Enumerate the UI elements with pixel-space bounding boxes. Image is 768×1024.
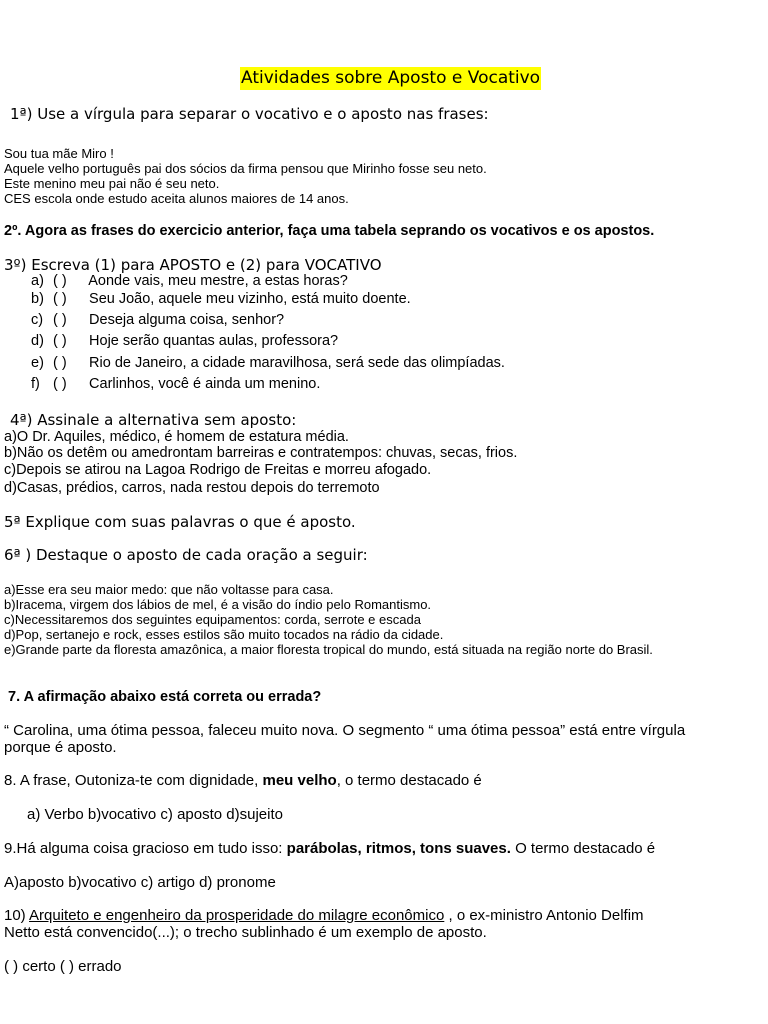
q3-item <box>31 312 284 329</box>
q6-sentence-a: a)Esse era seu maior medo: que não voltasse para casa. <box>4 582 334 597</box>
q8-highlighted-term: meu velho <box>262 772 337 789</box>
q1-sentence-1: Sou tua mãe Miro ! <box>4 146 114 161</box>
q4-option-b[interactable]: b)Não os detêm ou amedrontam barreiras e contratempos: chuvas, secas, frios. <box>4 445 518 461</box>
q3-item-letter: c) <box>31 312 44 328</box>
q3-answer-blank[interactable]: ( ) <box>53 312 67 328</box>
q1-sentence-2: Aquele velho português pai dos sócios da firma pensou que Mirinho fosse seu neto. <box>4 161 487 176</box>
q3-answer-blank[interactable]: ( ) <box>53 291 67 307</box>
q6-sentence-c: c)Necessitaremos dos seguintes equipamentos: corda, serrote e escada <box>4 612 421 627</box>
q3-item <box>31 376 320 393</box>
q3-item-text: Hoje serão quantas aulas, professora? <box>89 333 339 349</box>
q7-text: “ Carolina, uma ótima pessoa, faleceu muito nova. O segmento “ uma ótima pessoa” está entre vírgula porque é aposto. <box>4 722 686 756</box>
q3-item-letter: d) <box>31 333 44 349</box>
q1-heading: 1ª) Use a vírgula para separar o vocativo e o aposto nas frases: <box>10 105 489 123</box>
q9-options[interactable]: A)aposto b)vocativo c) artigo d) pronome <box>4 874 276 891</box>
q3-answer-blank[interactable]: ( ) <box>53 355 67 371</box>
q3-item-text: Deseja alguma coisa, senhor? <box>89 312 285 328</box>
q1-sentence-3: Este menino meu pai não é seu neto. <box>4 176 220 191</box>
q3-heading: 3º) Escreva (1) para APOSTO e (2) para VOCATIVO <box>4 256 382 274</box>
q8-options[interactable]: a) Verbo b)vocativo c) aposto d)sujeito <box>27 806 283 823</box>
q3-item-text: Seu João, aquele meu vizinho, está muito doente. <box>89 291 411 307</box>
q3-item <box>31 333 338 350</box>
q7-heading: 7. A afirmação abaixo está correta ou errada? <box>8 689 322 705</box>
q10-underlined-phrase: Arquiteto e engenheiro da prosperidade do milagre econômico <box>29 907 445 924</box>
q3-item-text: Aonde vais, meu mestre, a estas horas? <box>88 273 348 289</box>
q9-suffix: O termo destacado é <box>510 840 656 857</box>
q3-answer-blank[interactable]: ( ) <box>53 376 67 392</box>
q4-option-a[interactable]: a)O Dr. Aquiles, médico, é homem de estatura média. <box>4 429 349 445</box>
q3-item-text: Rio de Janeiro, a cidade maravilhosa, será sede das olimpíadas. <box>89 355 505 371</box>
page-title: Atividades sobre Aposto e Vocativo <box>241 68 541 88</box>
q6-sentence-d: d)Pop, sertanejo e rock, esses estilos são muito tocados na rádio da cidade. <box>4 627 444 642</box>
q9-prefix: 9.Há alguma coisa gracioso em tudo isso: <box>4 840 287 857</box>
q3-item-letter: f) <box>31 376 40 392</box>
q3-item-letter: b) <box>31 291 44 307</box>
q4-option-c[interactable]: c)Depois se atirou na Lagoa Rodrigo de Freitas e morreu afogado. <box>4 462 432 478</box>
q3-answer-blank[interactable]: ( ) <box>53 333 67 349</box>
q3-answer-blank[interactable]: ( ) <box>53 273 67 289</box>
q3-item <box>31 291 411 308</box>
q3-item-letter: a) <box>31 273 44 289</box>
q8-prefix: 8. A frase, Outoniza-te com dignidade, <box>4 772 263 789</box>
q8-suffix: , o termo destacado é <box>336 772 482 789</box>
q3-item <box>31 273 348 290</box>
q3-item-text: Carlinhos, você é ainda um menino. <box>89 376 321 392</box>
q4-heading: 4ª) Assinale a alternativa sem aposto: <box>10 411 297 429</box>
q9-highlighted-term: parábolas, ritmos, tons suaves. <box>286 840 511 857</box>
q10-line-2: Netto está convencido(...); o trecho sublinhado é um exemplo de aposto. <box>4 924 487 941</box>
q6-sentence-e: e)Grande parte da floresta amazônica, a maior floresta tropical do mundo, está situada na região norte do Brasil. <box>4 642 653 657</box>
q1-sentence-4: CES escola onde estudo aceita alunos maiores de 14 anos. <box>4 191 349 206</box>
q8-text <box>4 772 482 789</box>
q10-prefix: 10) <box>4 907 30 924</box>
q6-sentence-b: b)Iracema, virgem dos lábios de mel, é a visão do índio pelo Romantismo. <box>4 597 432 612</box>
q9-text <box>4 840 655 857</box>
q10-answer-options[interactable]: ( ) certo ( ) errado <box>4 958 122 975</box>
q6-heading: 6ª ) Destaque o aposto de cada oração a seguir: <box>4 546 368 564</box>
q10-rest: , o ex-ministro Antonio Delfim <box>444 907 644 924</box>
q3-item <box>31 355 505 372</box>
q3-item-letter: e) <box>31 355 44 371</box>
q5-text: 5ª Explique com suas palavras o que é aposto. <box>4 513 356 531</box>
q2-text: 2º. Agora as frases do exercicio anterior, faça uma tabela seprando os vocativos e os apostos. <box>4 223 655 239</box>
q4-option-d[interactable]: d)Casas, prédios, carros, nada restou depois do terremoto <box>4 480 380 496</box>
q10-line-1 <box>4 907 644 924</box>
